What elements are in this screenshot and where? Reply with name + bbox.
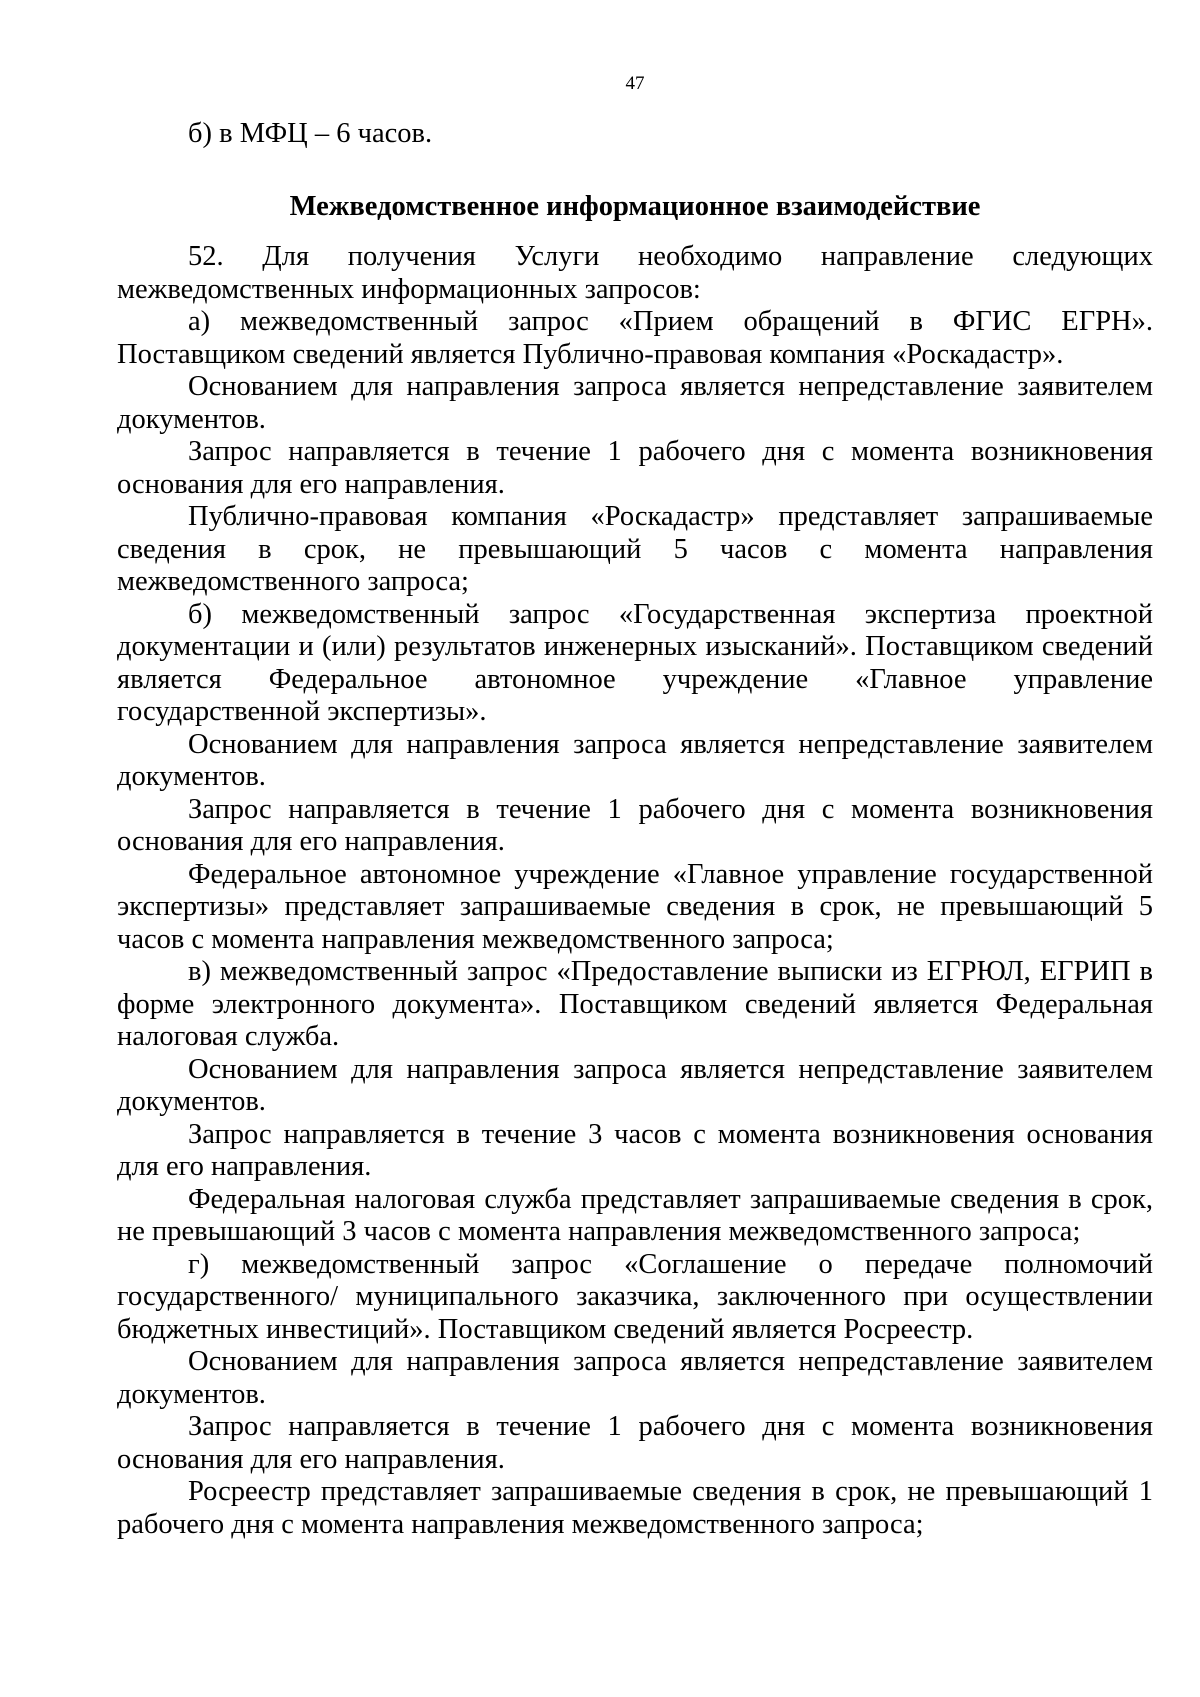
paragraph: Запрос направляется в течение 3 часов с момента возникновения основания для его направления. <box>117 1118 1153 1182</box>
paragraph: Федеральная налоговая служба представляет запрашиваемые сведения в срок, не превышающий 3 часов с момента направления межведомственного запроса; <box>117 1183 1153 1247</box>
paragraph: Федеральное автономное учреждение «Главное управление государственной экспертизы» представляет запрашиваемые сведения в срок, не превышающий 5 часов с момента направления межведомственного запроса; <box>117 858 1153 955</box>
paragraph: Росреестр представляет запрашиваемые сведения в срок, не превышающий 1 рабочего дня с момента направления межведомственного запроса; <box>117 1476 1153 1540</box>
page-number: 47 <box>625 73 645 94</box>
section-heading: Межведомственное информационное взаимодействие <box>289 190 981 222</box>
paragraph: Основанием для направления запроса является непредставление заявителем документов. <box>117 728 1153 792</box>
paragraph: Запрос направляется в течение 1 рабочего дня с момента возникновения основания для его направления. <box>117 1411 1153 1475</box>
paragraph: г) межведомственный запрос «Соглашение о передаче полномочий государственного/ муниципального заказчика, заключенного при осуществлении бюджетных инвестиций». Поставщиком сведений является Росреестр. <box>117 1248 1153 1345</box>
paragraph: а) межведомственный запрос «Прием обращений в ФГИС ЕГРН». Поставщиком сведений является Публично-правовая компания «Роскадастр». <box>117 306 1153 370</box>
intro-paragraph: б) в МФЦ – 6 часов. <box>188 118 433 149</box>
paragraph: Основанием для направления запроса является непредставление заявителем документов. <box>117 371 1153 435</box>
paragraph: Основанием для направления запроса является непредставление заявителем документов. <box>117 1053 1153 1117</box>
paragraph: Основанием для направления запроса является непредставление заявителем документов. <box>117 1346 1153 1410</box>
paragraph: Запрос направляется в течение 1 рабочего дня с момента возникновения основания для его направления. <box>117 793 1153 857</box>
document-body <box>117 118 1153 1541</box>
paragraph: 52. Для получения Услуги необходимо направление следующих межведомственных информационных запросов: <box>117 241 1153 305</box>
paragraph: б) межведомственный запрос «Государственная экспертиза проектной документации и (или) результатов инженерных изысканий». Поставщиком сведений является Федеральное автономное учреждение «Главное управление государственной экспертизы». <box>117 598 1153 727</box>
paragraph: Запрос направляется в течение 1 рабочего дня с момента возникновения основания для его направления. <box>117 436 1153 500</box>
paragraph: Публично-правовая компания «Роскадастр» представляет запрашиваемые сведения в срок, не превышающий 5 часов с момента направления межведомственного запроса; <box>117 501 1153 597</box>
paragraph: в) межведомственный запрос «Предоставление выписки из ЕГРЮЛ, ЕГРИП в форме электронного документа». Поставщиком сведений является Федеральная налоговая служба. <box>117 956 1153 1052</box>
